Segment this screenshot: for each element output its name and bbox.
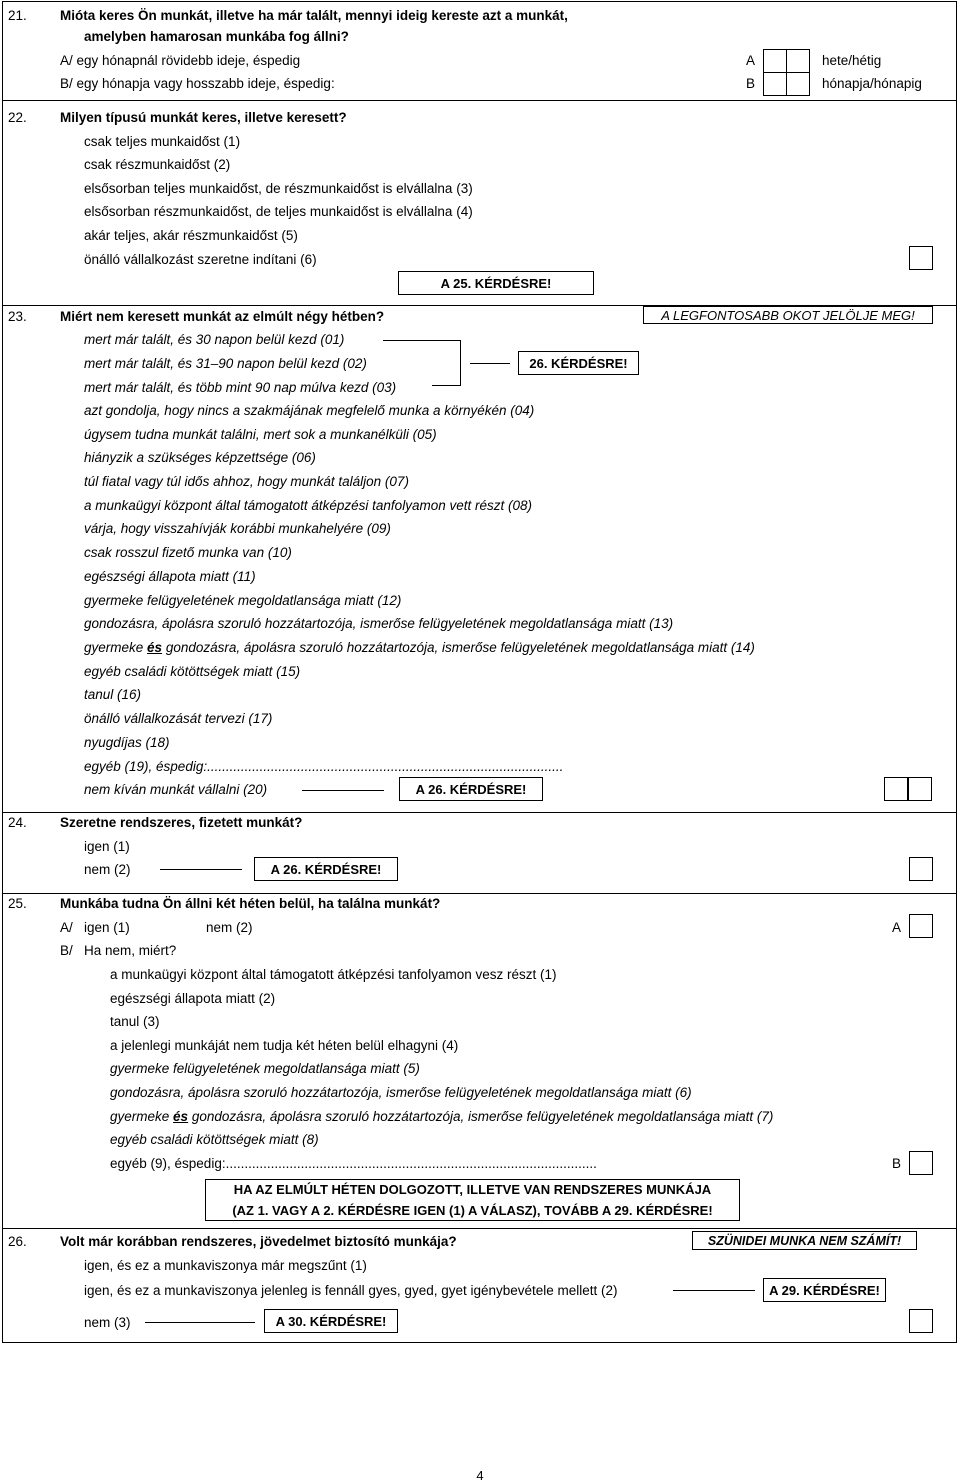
q23-option-14-prefix: gyermeke [84,640,144,655]
q22-option-4: elsősorban részmunkaidőst, de teljes munkaidőst is elvállalna (4) [84,204,473,219]
q25-instruction-box [205,1179,740,1221]
q22-number: 22. [8,110,27,125]
q26-option-3: nem (3) [84,1315,131,1330]
q23-bracket-top [383,340,461,341]
q25-reason-4: a jelenlegi munkáját nem tudja két héten belül elhagyni (4) [110,1038,459,1053]
q23-option-17: önálló vállalkozását tervezi (17) [84,711,273,726]
q23-option-15: egyéb családi kötöttségek miatt (15) [84,664,301,679]
q23-option-13: gondozásra, ápolásra szoruló hozzátartozója, ismerőse felügyeletének megoldatlansága miatt (13) [84,616,674,631]
q25-a-answer-box[interactable] [909,914,933,938]
q23-option-08: a munkaügyi központ által támogatott átképzési tanfolyamon vett részt (08) [84,498,532,513]
q23-answer-box-2[interactable] [908,777,932,801]
q21-title-line1: Mióta keres Ön munkát, illetve ha már talált, mennyi ideig kereste azt a munkát, [60,8,568,23]
q22-answer-box[interactable] [909,246,933,270]
q25-reason-7-es: és [173,1109,189,1124]
q21-a-answer-box-1[interactable] [763,49,787,73]
q25-instruction-line1: HA AZ ELMÚLT HÉTEN DOLGOZOTT, ILLETVE VAN RENDSZERES MUNKÁJA [233,1182,712,1197]
q23-option-16: tanul (16) [84,687,142,702]
q21-b-answer-box-2[interactable] [786,72,810,96]
q24-goto: A 26. KÉRDÉSRE! [254,857,398,881]
q23-bracket-bottom [432,385,461,386]
q21-number: 21. [8,8,27,23]
q23-bracket-vertical [460,340,461,385]
q25-reason-7-text: gondozásra, ápolásra szoruló hozzátartozója, ismerőse felügyeletének megoldatlansága miatt (7) [191,1109,774,1124]
q25-instruction-line2: (AZ 1. VAGY A 2. KÉRDÉSRE IGEN (1) A VÁLASZ), TOVÁBB A 29. KÉRDÉSRE! [232,1203,713,1218]
q23-option-06: hiányzik a szükséges képzettsége (06) [84,450,316,465]
q21-b-answer-box-1[interactable] [763,72,787,96]
q25-reason-6: gondozásra, ápolásra szoruló hozzátartozója, ismerőse felügyeletének megoldatlansága miatt (6) [110,1085,692,1100]
q23-option-20-arrow-line [302,790,384,791]
q23-goto-26: 26. KÉRDÉSRE! [518,351,639,375]
q23-bracket-arrow-line [470,363,510,364]
page-number: 4 [476,1468,484,1483]
q22-title: Milyen típusú munkát keres, illetve keresett? [60,110,347,125]
q21-unit-b: hónapja/hónapig [822,76,922,91]
q23-option-14 [84,640,755,656]
q26-note: SZÜNIDEI MUNKA NEM SZÁMÍT! [692,1231,917,1250]
q25-a-label: A/ [60,920,73,935]
q21-a-answer-box-2[interactable] [786,49,810,73]
q26-goto-30: A 30. KÉRDÉSRE! [264,1309,398,1333]
q26-answer-box[interactable] [909,1309,933,1333]
q25-reason-3: tanul (3) [110,1014,160,1029]
q25-number: 25. [8,896,27,911]
q23-option-09: várja, hogy visszahívják korábbi munkahelyére (09) [84,521,391,536]
q25-b-question: Ha nem, miért? [84,943,177,958]
q21-code-b: B [746,76,756,91]
q23-option-14-es: és [147,640,163,655]
q24-title: Szeretne rendszeres, fizetett munkát? [60,815,303,830]
q25-code-a: A [892,920,902,935]
q25-reason-8: egyéb családi kötöttségek miatt (8) [110,1132,319,1147]
q26-option-2-arrow-line [673,1290,755,1291]
q23-option-11: egészségi állapota miatt (11) [84,569,256,584]
q24-option-yes: igen (1) [84,839,130,854]
q23-answer-box-1[interactable] [884,777,908,801]
q22-option-2: csak részmunkaidőst (2) [84,157,231,172]
q25-code-b: B [892,1156,902,1171]
q25-title: Munkába tudna Ön állni két héten belül, ha találna munkát? [60,896,441,911]
q24-option-no: nem (2) [84,862,131,877]
q25-reason-1: a munkaügyi központ által támogatott átképzési tanfolyamon vesz részt (1) [110,967,557,982]
q25-reason-5: gyermeke felügyeletének megoldatlansága miatt (5) [110,1061,420,1076]
q23-option-19: egyéb (19), éspedig:............................................................................................... [84,759,564,774]
q23-option-18: nyugdíjas (18) [84,735,170,750]
q22-goto-instruction: A 25. KÉRDÉSRE! [398,271,594,295]
q21-code-a: A [746,53,756,68]
q24-answer-box[interactable] [909,857,933,881]
q25-a-yes: igen (1) [84,920,130,935]
q23-option-01: mert már talált, és 30 napon belül kezd (01) [84,332,345,347]
q23-title: Miért nem keresett munkát az elmúlt négy hétben? [60,309,385,324]
q23-goto-a26: A 26. KÉRDÉSRE! [399,777,543,801]
q24-number: 24. [8,815,27,830]
q24-arrow-line [160,869,242,870]
q26-goto-29: A 29. KÉRDÉSRE! [763,1278,886,1302]
q23-option-07: túl fiatal vagy túl idős ahhoz, hogy munkát találjon (07) [84,474,409,489]
q22-option-6: önálló vállalkozást szeretne indítani (6) [84,252,317,267]
q26-option-1: igen, és ez a munkaviszonya már megszűnt (1) [84,1258,367,1273]
q26-title: Volt már korábban rendszeres, jövedelmet biztosító munkája? [60,1234,457,1249]
q23-option-05: úgysem tudna munkát találni, mert sok a munkanélküli (05) [84,427,437,442]
q25-b-label: B/ [60,943,73,958]
q21-option-b: B/ egy hónapja vagy hosszabb ideje, éspedig: [60,76,335,91]
q26-option-3-arrow-line [145,1322,255,1323]
q23-option-04: azt gondolja, hogy nincs a szakmájának megfelelő munka a környékén (04) [84,403,535,418]
q25-reason-7-prefix: gyermeke [110,1109,170,1124]
q25-reason-7 [110,1109,773,1125]
q22-option-5: akár teljes, akár részmunkaidőst (5) [84,228,298,243]
q26-number: 26. [8,1234,27,1249]
q21-option-a: A/ egy hónapnál rövidebb ideje, éspedig [60,53,301,68]
q23-option-12: gyermeke felügyeletének megoldatlansága miatt (12) [84,593,402,608]
q26-option-2: igen, és ez a munkaviszonya jelenleg is fennáll gyes, gyed, gyet igénybevétele mellett (2) [84,1283,618,1298]
q25-reason-9: egyéb (9), éspedig:................................................................................................... [110,1156,597,1171]
q23-option-14-text: gondozásra, ápolásra szoruló hozzátartozója, ismerőse felügyeletének megoldatlansága miatt (14) [165,640,755,655]
q21-title-line2: amelyben hamarosan munkába fog állni? [84,29,349,44]
q22-option-3: elsősorban teljes munkaidőst, de részmunkaidőst is elvállalna (3) [84,181,473,196]
q25-b-answer-box[interactable] [909,1151,933,1175]
q23-option-20: nem kíván munkát vállalni (20) [84,782,268,797]
q21-unit-a: hete/hétig [822,53,882,68]
q22-option-1: csak teljes munkaidőst (1) [84,134,241,149]
q23-option-10: csak rosszul fizető munka van (10) [84,545,292,560]
q25-reason-2: egészségi állapota miatt (2) [110,991,276,1006]
q23-number: 23. [8,309,27,324]
q23-option-03: mert már talált, és több mint 90 nap múlva kezd (03) [84,380,397,395]
q23-option-02: mert már talált, és 31–90 napon belül kezd (02) [84,356,367,371]
q23-note: A LEGFONTOSABB OKOT JELÖLJE MEG! [643,306,933,324]
q25-a-no: nem (2) [206,920,253,935]
